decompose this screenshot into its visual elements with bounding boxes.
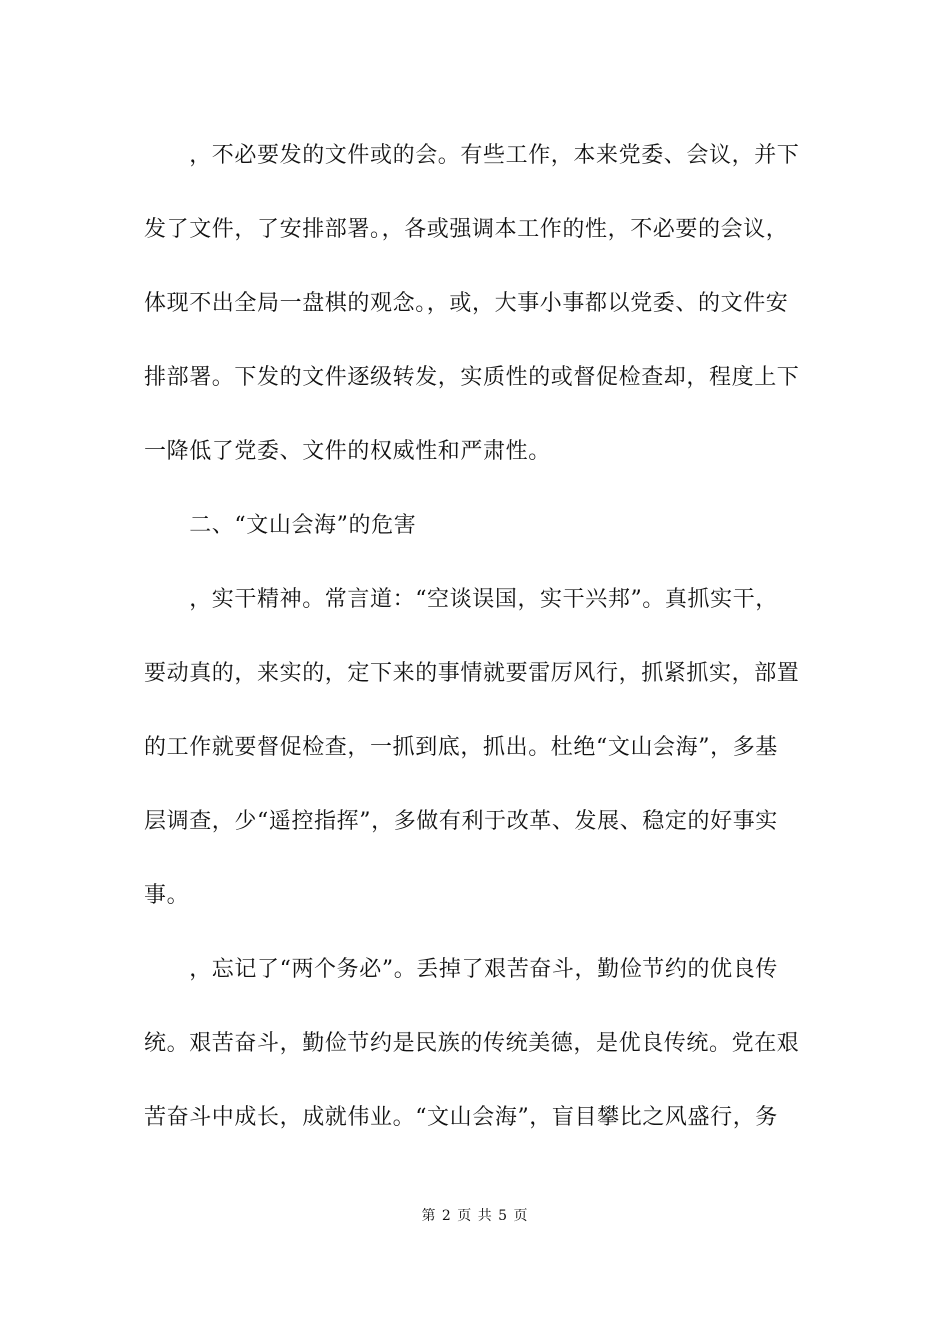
- section-heading: 二、“文山会海”的危害: [144, 513, 417, 538]
- text-line: 统。艰苦奋斗，勤俭节约是民族的传统美德，是优良传统。党在艰: [144, 1031, 800, 1056]
- text-line: 发了文件，了安排部署。，各或强调本工作的性，不必要的会议，: [144, 217, 789, 242]
- text-line: 层调查，少“遥控指挥”，多做有利于改革、发展、稳定的好事实: [144, 809, 778, 834]
- text-line: 体现不出全局一盘棋的观念。，或，大事小事都以党委、的文件安: [144, 291, 789, 316]
- page-number-footer: 第 2 页 共 5 页: [421, 1208, 529, 1224]
- text-line: ，不必要发的文件或的会。有些工作，本来党委、会议，并下: [144, 143, 800, 168]
- text-line: 的工作就要督促检查，一抓到底，抓出。杜绝“文山会海”，多基: [144, 735, 778, 760]
- text-line: ，忘记了“两个务必”。丢掉了艰苦奋斗，勤俭节约的优良传: [144, 957, 778, 982]
- text-line: ，实干精神。常言道：“空谈误国，实干兴邦”。真抓实干，: [144, 587, 778, 612]
- text-line: 排部署。下发的文件逐级转发，实质性的或督促检查却，程度上下: [144, 365, 800, 390]
- text-line: 一降低了党委、文件的权威性和严肃性。: [144, 439, 551, 464]
- text-line: 要动真的，来实的，定下来的事情就要雷厉风行，抓紧抓实，部置: [144, 661, 800, 686]
- text-line: 苦奋斗中成长，成就伟业。“文山会海”，盲目攀比之风盛行，务: [144, 1105, 778, 1130]
- text-line: 事。: [144, 883, 190, 908]
